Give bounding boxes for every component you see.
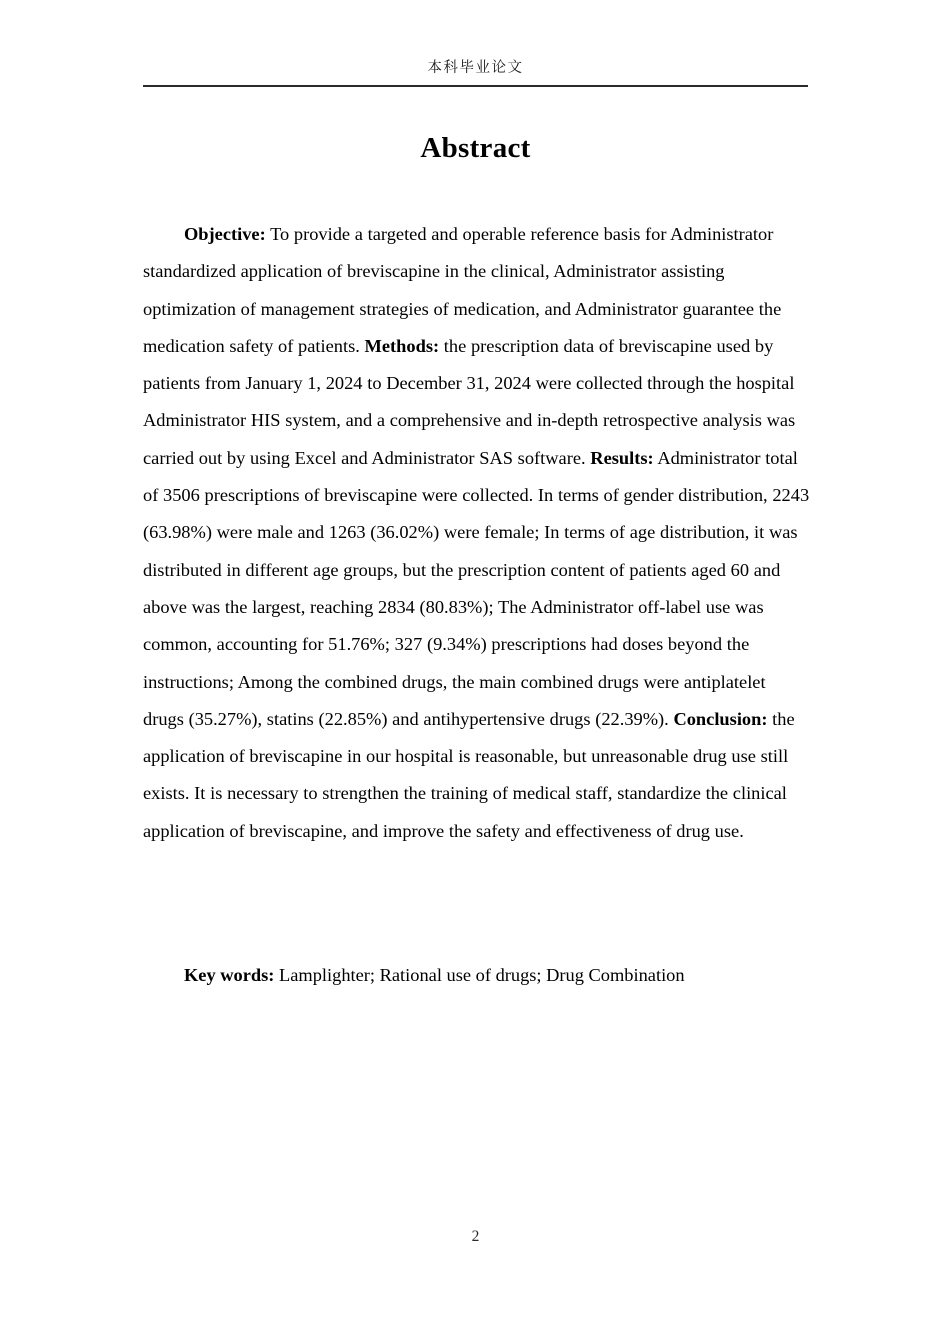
page-title: Abstract	[420, 132, 531, 164]
header-divider	[143, 85, 808, 87]
running-header-text: 本科毕业论文	[427, 60, 524, 76]
objective-label: Objective:	[184, 224, 266, 244]
keywords-section	[143, 957, 810, 994]
keywords-paragraph	[143, 957, 810, 994]
abstract-paragraph	[143, 216, 810, 850]
conclusion-text: the application of breviscapine in our hospital is reasonable, but unreasonable drug use still exists. It is necessary to strengthen the training of medical staff, standardize the clinical application of breviscapine, and improve the safety and effectiveness of drug use.	[143, 708, 795, 841]
methods-label: Methods:	[364, 335, 440, 356]
running-header	[143, 58, 808, 87]
methods-text: the prescription data of breviscapine used by patients from January 1, 2024 to December 31, 2024 were collected through the hospital Administrator HIS system, and a comprehensive and in-depth retrospective analysis was carried out by using Excel and Administrator SAS software.	[143, 335, 796, 468]
conclusion-label: Conclusion:	[673, 708, 768, 729]
results-label: Results:	[590, 447, 654, 468]
page-number: 2	[471, 1228, 480, 1245]
keywords-label: Key words:	[184, 965, 275, 985]
abstract-body	[143, 216, 810, 850]
results-text: Administrator total of 3506 prescriptions of breviscapine were collected. In terms of gender distribution, 2243 (63.98%) were male and 1263 (36.02%) were female; In terms of age distribution, it was distributed in different age groups, but the prescription content of patients aged 60 and above was the largest, reaching 2834 (80.83%); The Administrator off-label use was common, accounting for 51.76%; 327 (9.34%) prescriptions had doses beyond the instructions; Among the combined drugs, the main combined drugs were antiplatelet drugs (35.27%), statins (22.85%) and antihypertensive drugs (22.39%).	[143, 447, 810, 729]
keywords-value: Lamplighter; Rational use of drugs; Drug Combination	[274, 965, 685, 985]
objective-text: To provide a targeted and operable reference basis for Administrator standardized application of breviscapine in the clinical, Administrator assisting optimization of management strategies of medication, and Administrator guarantee the medication safety of patients.	[143, 224, 782, 356]
